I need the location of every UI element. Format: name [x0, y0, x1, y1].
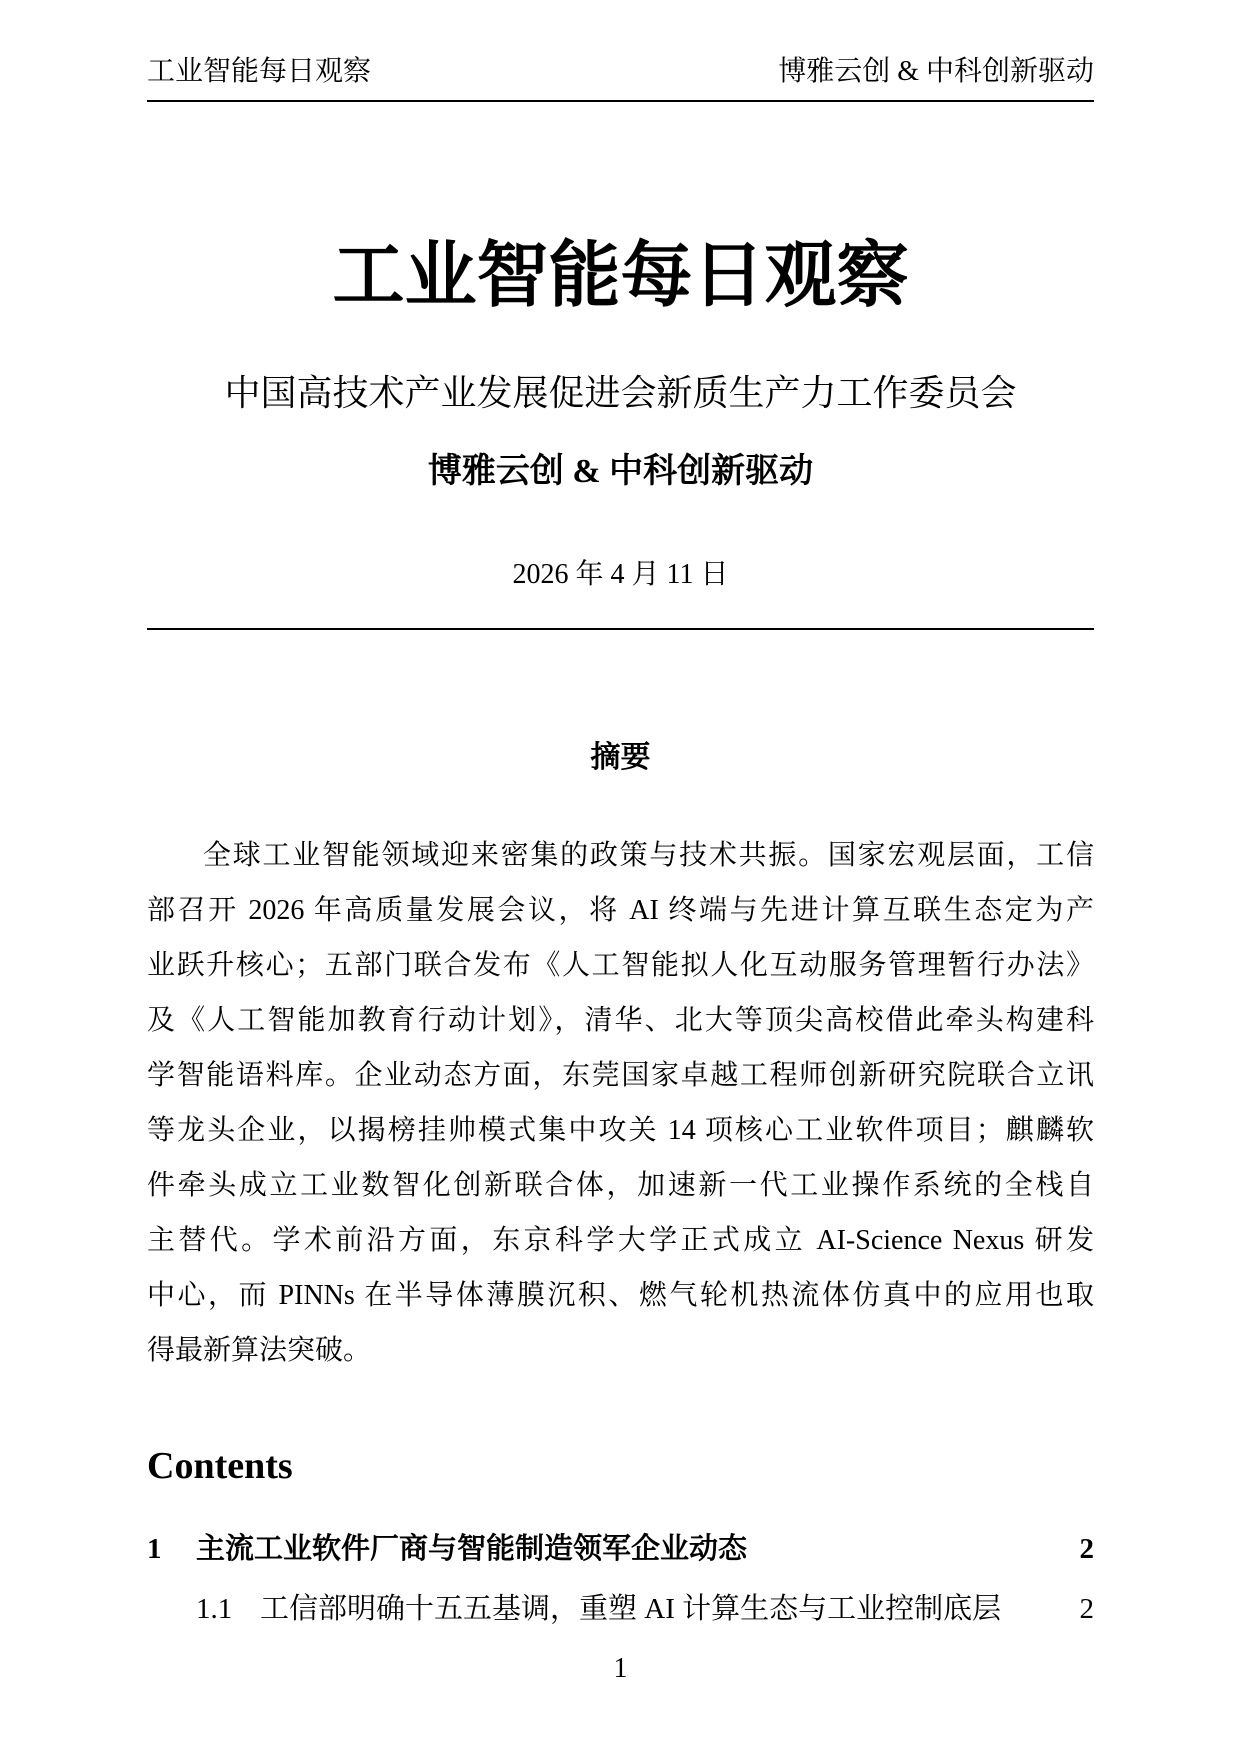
- toc-entry[interactable]: [147, 1532, 1094, 1566]
- document-title: 工业智能每日观察: [332, 236, 909, 316]
- page-number: 1: [613, 1653, 628, 1684]
- document-authors: 博雅云创 & 中科创新驱动: [427, 453, 814, 490]
- contents-heading: Contents: [147, 1445, 293, 1487]
- header-left-title: 工业智能每日观察: [147, 56, 372, 87]
- document-date: 2026 年 4 月 11 日: [512, 559, 729, 590]
- abstract-line: 主替代。学术前沿方面，东京科学大学正式成立 AI-Science Nexus 研发: [147, 1225, 1094, 1256]
- abstract-body: [147, 828, 1094, 1378]
- abstract-line: 部召开 2026 年高质量发展会议，将 AI 终端与先进计算互联生态定为产: [147, 895, 1094, 926]
- page-header: [147, 56, 1094, 88]
- header-rule: [147, 100, 1094, 102]
- title-separator-rule: [147, 628, 1094, 630]
- abstract-line: 件牵头成立工业数智化创新联合体，加速新一代工业操作系统的全栈自: [147, 1170, 1094, 1201]
- document-subtitle: 中国高技术产业发展促进会新质生产力工作委员会: [224, 373, 1017, 413]
- toc-list: [147, 1532, 1094, 1626]
- header-right-title: 博雅云创 & 中科创新驱动: [778, 56, 1094, 87]
- toc-entry-title: 工信部明确十五五基调，重塑 AI 计算生态与工业控制底层: [260, 1593, 1002, 1625]
- abstract-line: 业跃升核心；五部门联合发布《人工智能拟人化互动服务管理暂行办法》: [147, 950, 1094, 981]
- abstract-line: 中心，而 PINNs 在半导体薄膜沉积、燃气轮机热流体仿真中的应用也取: [147, 1280, 1094, 1311]
- toc-entry-page: 2: [1079, 1533, 1094, 1565]
- toc-entry-title: 主流工业软件厂商与智能制造领军企业动态: [196, 1533, 748, 1565]
- toc-entry[interactable]: [147, 1592, 1094, 1626]
- toc-entry-page: 2: [1079, 1593, 1094, 1625]
- abstract-line: 学智能语料库。企业动态方面，东莞国家卓越工程师创新研究院联合立讯: [147, 1060, 1094, 1091]
- abstract-line: 及《人工智能加教育行动计划》，清华、北大等顶尖高校借此牵头构建科: [147, 1005, 1094, 1036]
- abstract-heading: 摘要: [590, 741, 651, 774]
- toc-entry-number: 1.1: [196, 1593, 233, 1625]
- toc-entry-number: 1: [147, 1533, 162, 1565]
- abstract-line: 等龙头企业，以揭榜挂帅模式集中攻关 14 项核心工业软件项目；麒麟软: [147, 1115, 1094, 1146]
- abstract-line: 全球工业智能领域迎来密集的政策与技术共振。国家宏观层面，工信: [203, 840, 1094, 871]
- abstract-line: 得最新算法突破。: [147, 1335, 372, 1366]
